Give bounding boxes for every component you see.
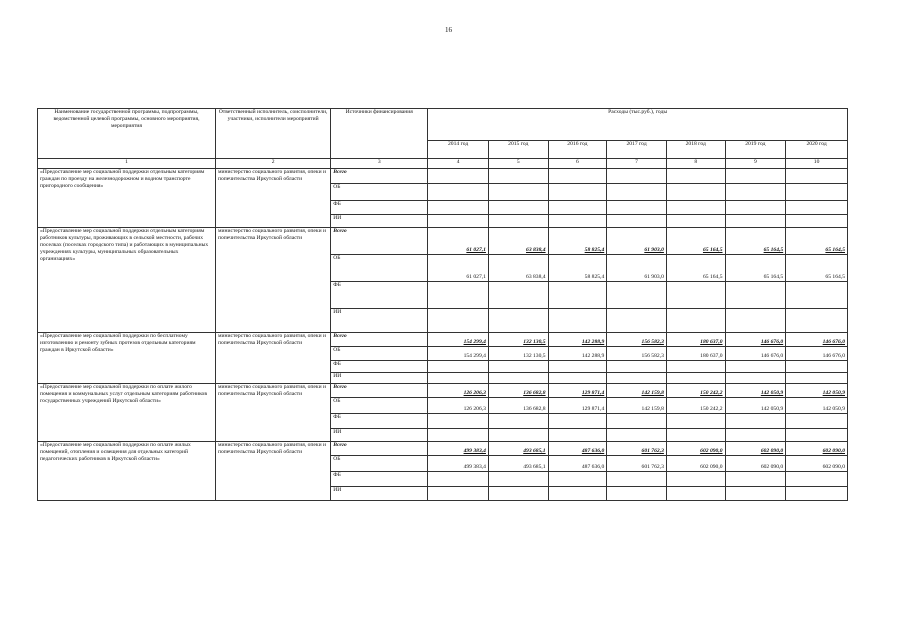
expense-value <box>428 429 489 442</box>
header-source: Источники финансирования <box>331 109 428 159</box>
expense-value <box>607 373 667 384</box>
expense-value <box>666 201 725 215</box>
column-number-row <box>38 159 848 169</box>
column-number: 8 <box>666 159 725 169</box>
expense-value <box>607 184 667 201</box>
expense-value <box>548 215 607 228</box>
expense-value <box>786 282 848 309</box>
expense-value: 154 299,4 <box>428 347 489 361</box>
expense-value: 65 164,5 <box>786 255 848 282</box>
expense-value <box>666 309 725 333</box>
expense-value <box>428 184 489 201</box>
expense-value: 154 299,4 <box>428 333 489 347</box>
expense-value <box>725 201 786 215</box>
expense-value: 602 090,0 <box>786 456 848 472</box>
expense-value <box>548 282 607 309</box>
expense-value: 129 871,4 <box>548 384 607 398</box>
expense-value <box>488 184 548 201</box>
expense-value: 142 159,8 <box>607 398 667 414</box>
budget-table <box>37 108 848 501</box>
expense-value <box>428 215 489 228</box>
funding-source: ОБ <box>331 184 428 201</box>
expense-value: 602 090,0 <box>725 456 786 472</box>
expense-value: 58 825,4 <box>548 255 607 282</box>
expense-value <box>607 282 667 309</box>
funding-source: ИИ <box>331 373 428 384</box>
funding-source: Всего <box>331 442 428 456</box>
expense-value: 156 582,3 <box>607 333 667 347</box>
expense-value: 132 130,5 <box>488 347 548 361</box>
expense-value: 487 636,0 <box>548 442 607 456</box>
column-number: 1 <box>38 159 216 169</box>
table-row <box>38 169 848 184</box>
column-number: 5 <box>488 159 548 169</box>
expense-value: 150 242,2 <box>666 384 725 398</box>
expense-value <box>548 414 607 429</box>
expense-value <box>666 429 725 442</box>
header-year: 2015 год <box>488 141 548 159</box>
expense-value <box>666 215 725 228</box>
header-expenses: Расходы (тыс.руб.), годы <box>428 109 848 141</box>
table-row <box>38 228 848 255</box>
expense-value <box>488 361 548 373</box>
expense-value <box>786 184 848 201</box>
expense-value <box>725 414 786 429</box>
expense-value <box>548 472 607 487</box>
funding-source: ФБ <box>331 414 428 429</box>
funding-source: ИИ <box>331 309 428 333</box>
expense-value <box>428 414 489 429</box>
expense-value <box>428 282 489 309</box>
expense-value <box>428 472 489 487</box>
program-name: «Предоставление мер социальной поддержки по оплате жилого помещения и коммунальных услуг отдельным категориям работников государственных учреждений Иркутской области» <box>38 384 216 442</box>
expense-value: 142 050,9 <box>725 384 786 398</box>
expense-value <box>725 487 786 501</box>
expense-value <box>607 472 667 487</box>
table-row <box>38 442 848 456</box>
table-row <box>38 384 848 398</box>
expense-value: 493 685,1 <box>488 442 548 456</box>
expense-value <box>488 373 548 384</box>
expense-value <box>725 309 786 333</box>
expense-value: 499 383,4 <box>428 442 489 456</box>
expense-value <box>548 487 607 501</box>
table-row <box>38 333 848 347</box>
expense-value <box>725 215 786 228</box>
executor-name: министерство социального развития, опеки и попечительства Иркутской области <box>215 228 330 333</box>
header-year: 2017 год <box>607 141 667 159</box>
expense-value <box>786 414 848 429</box>
expense-value <box>607 361 667 373</box>
expense-value <box>607 201 667 215</box>
expense-value <box>488 472 548 487</box>
expense-value <box>786 487 848 501</box>
column-number: 4 <box>428 159 489 169</box>
expense-value <box>666 361 725 373</box>
executor-name: министерство социального развития, опеки и попечительства Иркутской области <box>215 442 330 501</box>
expense-value: 61 903,0 <box>607 228 667 255</box>
expense-value: 180 637,0 <box>666 347 725 361</box>
expense-value <box>786 215 848 228</box>
expense-value: 58 825,4 <box>548 228 607 255</box>
expense-value <box>786 373 848 384</box>
expense-value: 65 164,5 <box>786 228 848 255</box>
expense-value: 602 090,0 <box>666 456 725 472</box>
funding-source: ИИ <box>331 429 428 442</box>
expense-value: 146 676,0 <box>725 333 786 347</box>
expense-value <box>786 472 848 487</box>
expense-value: 61 903,0 <box>607 255 667 282</box>
executor-name: министерство социального развития, опеки и попечительства Иркутской области <box>215 384 330 442</box>
expense-value: 65 164,5 <box>725 228 786 255</box>
expense-value <box>488 487 548 501</box>
column-number: 3 <box>331 159 428 169</box>
expense-value <box>548 169 607 184</box>
program-name: «Предоставление мер социальной поддержки по оплате жилых помещений, отопления и освещения для отдельных категорий педагогических работников в Иркутской области» <box>38 442 216 501</box>
program-name: «Предоставление мер социальной поддержки отдельным категориям граждан по проезду на железнодорожном и водном транспорте пригородного сообщения» <box>38 169 216 228</box>
expense-value <box>725 373 786 384</box>
expense-value <box>786 429 848 442</box>
funding-source: ФБ <box>331 472 428 487</box>
expense-value <box>548 184 607 201</box>
funding-source: ОБ <box>331 255 428 282</box>
expense-value: 602 090,0 <box>725 442 786 456</box>
expense-value <box>666 472 725 487</box>
expense-value <box>548 361 607 373</box>
funding-source: Всего <box>331 228 428 255</box>
header-year: 2018 год <box>666 141 725 159</box>
expense-value <box>548 309 607 333</box>
expense-value <box>607 215 667 228</box>
expense-value: 142 288,9 <box>548 333 607 347</box>
expense-value <box>488 282 548 309</box>
expense-value <box>428 201 489 215</box>
expense-value <box>488 169 548 184</box>
expense-value <box>488 215 548 228</box>
program-name: «Предоставление мер социальной поддержки по бесплатному изготовлению и ремонту зубных протезов отдельным категориям граждан в Иркутской области» <box>38 333 216 384</box>
column-number: 6 <box>548 159 607 169</box>
expense-value <box>428 487 489 501</box>
expense-value <box>548 429 607 442</box>
expense-value: 126 206,3 <box>428 398 489 414</box>
expense-value <box>786 169 848 184</box>
expense-value: 132 130,5 <box>488 333 548 347</box>
expense-value <box>725 169 786 184</box>
header-year: 2020 год <box>786 141 848 159</box>
expense-value: 63 838,4 <box>488 255 548 282</box>
expense-value: 146 676,0 <box>786 347 848 361</box>
executor-name: министерство социального развития, опеки и попечительства Иркутской области <box>215 333 330 384</box>
header-year: 2016 год <box>548 141 607 159</box>
funding-source: Всего <box>331 169 428 184</box>
expense-value <box>488 429 548 442</box>
funding-source: ФБ <box>331 282 428 309</box>
expense-value: 180 637,0 <box>666 333 725 347</box>
expense-value <box>428 309 489 333</box>
header-year: 2014 год <box>428 141 489 159</box>
expense-value: 142 050,9 <box>786 384 848 398</box>
expense-value: 65 164,5 <box>725 255 786 282</box>
header-year: 2019 год <box>725 141 786 159</box>
funding-source: ФБ <box>331 361 428 373</box>
expense-value <box>666 373 725 384</box>
expense-value <box>666 282 725 309</box>
expense-value <box>548 373 607 384</box>
expense-value <box>666 487 725 501</box>
expense-value: 487 636,0 <box>548 456 607 472</box>
expense-value <box>548 201 607 215</box>
expense-value: 601 762,3 <box>607 442 667 456</box>
expense-value <box>428 169 489 184</box>
expense-value: 602 090,0 <box>666 442 725 456</box>
expense-value: 142 050,9 <box>725 398 786 414</box>
header-program: Наименование государственной программы, подпрограммы, ведомственной целевой программы, основного мероприятия, мероприятия <box>38 109 216 159</box>
funding-source: ИИ <box>331 487 428 501</box>
expense-value <box>428 373 489 384</box>
expense-value <box>607 309 667 333</box>
column-number: 10 <box>786 159 848 169</box>
column-number: 9 <box>725 159 786 169</box>
expense-value <box>725 184 786 201</box>
expense-value: 142 050,9 <box>786 398 848 414</box>
column-number: 7 <box>607 159 667 169</box>
expense-value <box>725 282 786 309</box>
expense-value <box>725 472 786 487</box>
expense-value <box>725 429 786 442</box>
expense-value: 156 582,3 <box>607 347 667 361</box>
expense-value <box>607 429 667 442</box>
funding-source: ОБ <box>331 347 428 361</box>
program-name: «Предоставление мер социальной поддержки отдельным категориям работников культуры, проживающих в сельской местности, рабочих поселках (поселках городского типа) и работающих в муниципальных учреждениях культуры, муниципальных образовательных организациях» <box>38 228 216 333</box>
expense-value: 61 027,1 <box>428 228 489 255</box>
expense-value <box>786 309 848 333</box>
expense-value <box>428 361 489 373</box>
header-executor: Ответственный исполнитель, соисполнители, участники, исполнители мероприятий <box>215 109 330 159</box>
expense-value: 65 164,5 <box>666 255 725 282</box>
expense-value <box>786 361 848 373</box>
expense-value <box>607 169 667 184</box>
expense-value: 61 027,1 <box>428 255 489 282</box>
expense-value <box>488 201 548 215</box>
funding-source: ФБ <box>331 201 428 215</box>
expense-value: 146 676,0 <box>786 333 848 347</box>
expense-value <box>786 201 848 215</box>
expense-value <box>666 169 725 184</box>
column-number: 2 <box>215 159 330 169</box>
expense-value: 136 682,8 <box>488 398 548 414</box>
expense-value <box>488 414 548 429</box>
expense-value: 601 762,3 <box>607 456 667 472</box>
expense-value: 63 838,4 <box>488 228 548 255</box>
funding-source: Всего <box>331 333 428 347</box>
funding-source: Всего <box>331 384 428 398</box>
expense-value <box>607 414 667 429</box>
expense-value <box>666 184 725 201</box>
expense-value: 65 164,5 <box>666 228 725 255</box>
expense-value: 129 871,4 <box>548 398 607 414</box>
expense-value: 142 159,8 <box>607 384 667 398</box>
expense-value <box>607 487 667 501</box>
expense-value: 126 206,3 <box>428 384 489 398</box>
expense-value <box>725 361 786 373</box>
funding-source: ОБ <box>331 398 428 414</box>
expense-value <box>666 414 725 429</box>
expense-value <box>488 309 548 333</box>
expense-value: 150 242,2 <box>666 398 725 414</box>
expense-value: 499 383,4 <box>428 456 489 472</box>
funding-source: ОБ <box>331 456 428 472</box>
expense-value: 602 090,0 <box>786 442 848 456</box>
expense-value: 493 685,1 <box>488 456 548 472</box>
executor-name: министерство социального развития, опеки и попечительства Иркутской области <box>215 169 330 228</box>
expense-value: 146 676,0 <box>725 347 786 361</box>
expense-value: 136 682,8 <box>488 384 548 398</box>
expense-value: 142 288,9 <box>548 347 607 361</box>
page-number: 16 <box>445 26 452 34</box>
funding-source: ИИ <box>331 215 428 228</box>
